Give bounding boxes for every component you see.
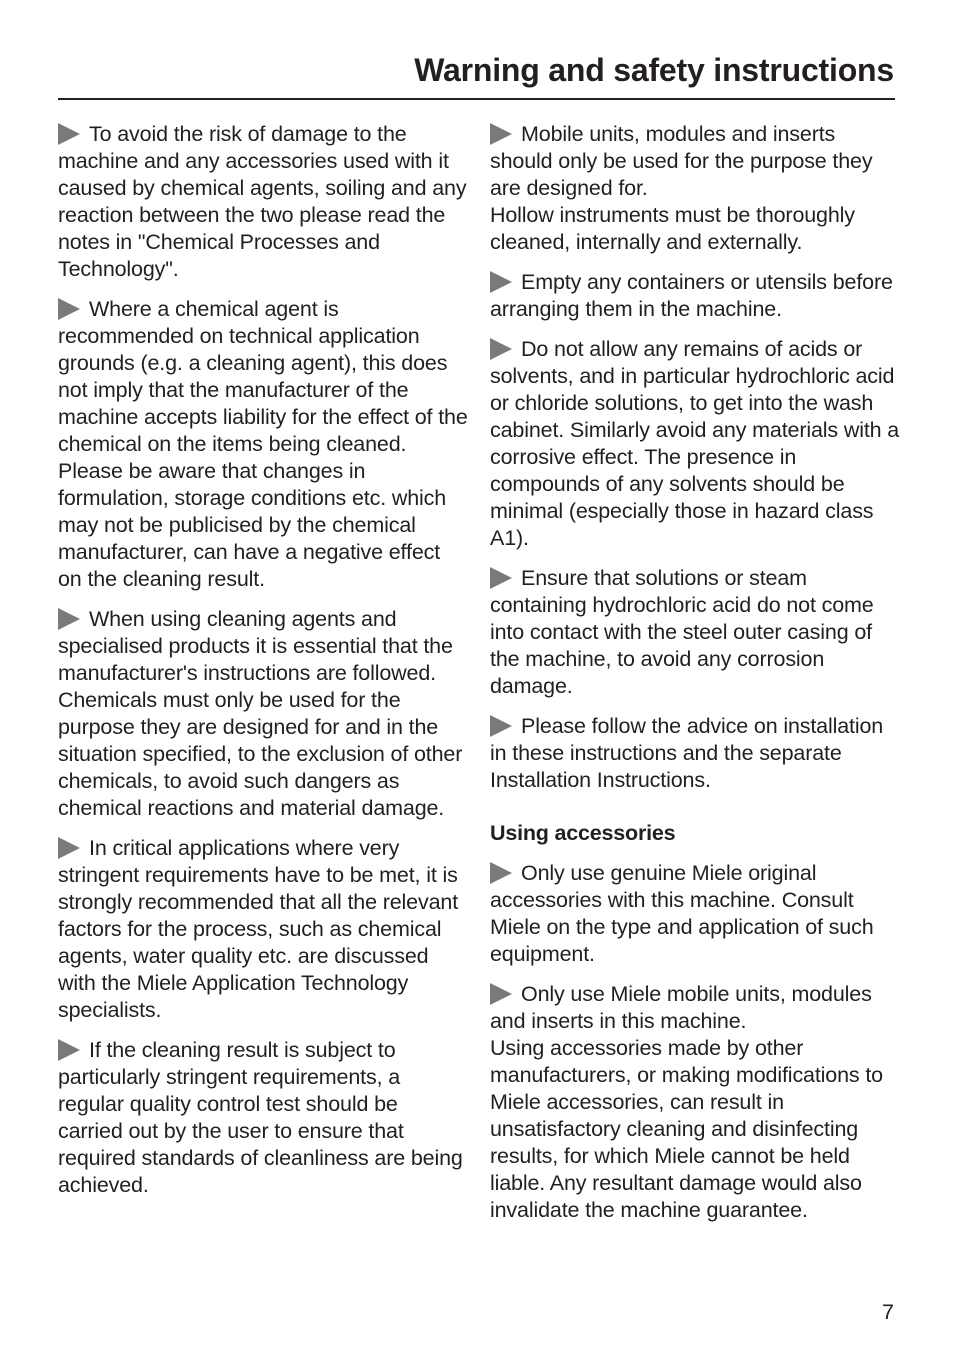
bullet-arrow-icon [58,837,80,859]
bullet-arrow-icon [58,1039,80,1061]
bullet-arrow-icon [58,123,80,145]
section-heading-using-accessories: Using accessories [490,821,676,845]
paragraph-text: When using cleaning agents and specialised products it is essential that the manufacturer's instructions are followed. Chemicals must only be used for the purpose they are designed for and in the situation specified, to the exclusion of other chemicals, to avoid such dangers as chemical reactions and material damage. [58,607,463,820]
paragraph-text: Where a chemical agent is recommended on technical application grounds (e.g. a cleaning agent), this does not imply that the manufacturer of the machine accepts liability for the effect of the chemical on the items being cleaned. [58,297,468,456]
bullet-arrow-icon [490,862,512,884]
bullet-arrow-icon [58,608,80,630]
page-number: 7 [882,1300,894,1324]
bullet-arrow-icon [490,123,512,145]
title-divider [58,98,895,100]
safety-paragraph [490,713,900,794]
paragraph-text: Empty any containers or utensils before arranging them in the machine. [490,270,893,321]
paragraph-text: If the cleaning result is subject to particularly stringent requirements, a regular quality control test should be carried out by the user to ensure that required standards of cleanliness are being achieved. [58,1038,463,1197]
safety-paragraph [58,296,468,593]
safety-paragraph [58,1037,468,1199]
safety-paragraph [490,565,900,700]
safety-paragraph [490,981,900,1224]
bullet-arrow-icon [58,298,80,320]
safety-paragraph [490,860,900,968]
paragraph-text: Do not allow any remains of acids or solvents, and in particular hydrochloric acid or chloride solutions, to get into the wash cabinet. Similarly avoid any materials with a corrosive effect. The presence in compounds of any solvents should be minimal (especially those in hazard class A1). [490,337,900,550]
paragraph-text: In critical applications where very stringent requirements have to be met, it is strongly recommended that all the relevant factors for the process, such as chemical agents, water quality etc. are discussed with the Miele Application Technology specialists. [58,836,459,1022]
paragraph-text: Mobile units, modules and inserts should only be used for the purpose they are designed for. [490,122,873,200]
bullet-arrow-icon [490,567,512,589]
safety-paragraph [490,336,900,552]
bullet-arrow-icon [490,271,512,293]
bullet-arrow-icon [490,338,512,360]
safety-paragraph [58,121,468,283]
paragraph-text: Please be aware that changes in formulation, storage conditions etc. which may not be publicised by the chemical manufacturer, can have a negative effect on the cleaning result. [58,459,447,591]
right-column [490,121,900,1237]
paragraph-text: Only use Miele mobile units, modules and inserts in this machine. [490,982,872,1033]
bullet-arrow-icon [490,983,512,1005]
paragraph-text: To avoid the risk of damage to the machine and any accessories used with it caused by chemical agents, soiling and any reaction between the two please read the notes in "Chemical Processes and Technology". [58,122,467,281]
left-column [58,121,468,1212]
bullet-arrow-icon [490,715,512,737]
paragraph-text: Ensure that solutions or steam containing hydrochloric acid do not come into contact with the steel outer casing of the machine, to avoid any corrosion damage. [490,566,874,698]
page-title: Warning and safety instructions [414,52,894,88]
paragraph-text: Using accessories made by other manufacturers, or making modifications to Miele accessories, can result in unsatisfactory cleaning and disinfecting results, for which Miele cannot be held liable. Any resultant damage would also invalidate the machine guarantee. [490,1036,883,1222]
paragraph-text: Hollow instruments must be thoroughly cleaned, internally and externally. [490,203,855,254]
safety-paragraph [58,606,468,822]
safety-paragraph [490,121,900,256]
safety-paragraph [58,835,468,1024]
safety-paragraph [490,269,900,323]
paragraph-text: Please follow the advice on installation in these instructions and the separate Installation Instructions. [490,714,884,792]
paragraph-text: Only use genuine Miele original accessories with this machine. Consult Miele on the type and application of such equipment. [490,861,874,966]
